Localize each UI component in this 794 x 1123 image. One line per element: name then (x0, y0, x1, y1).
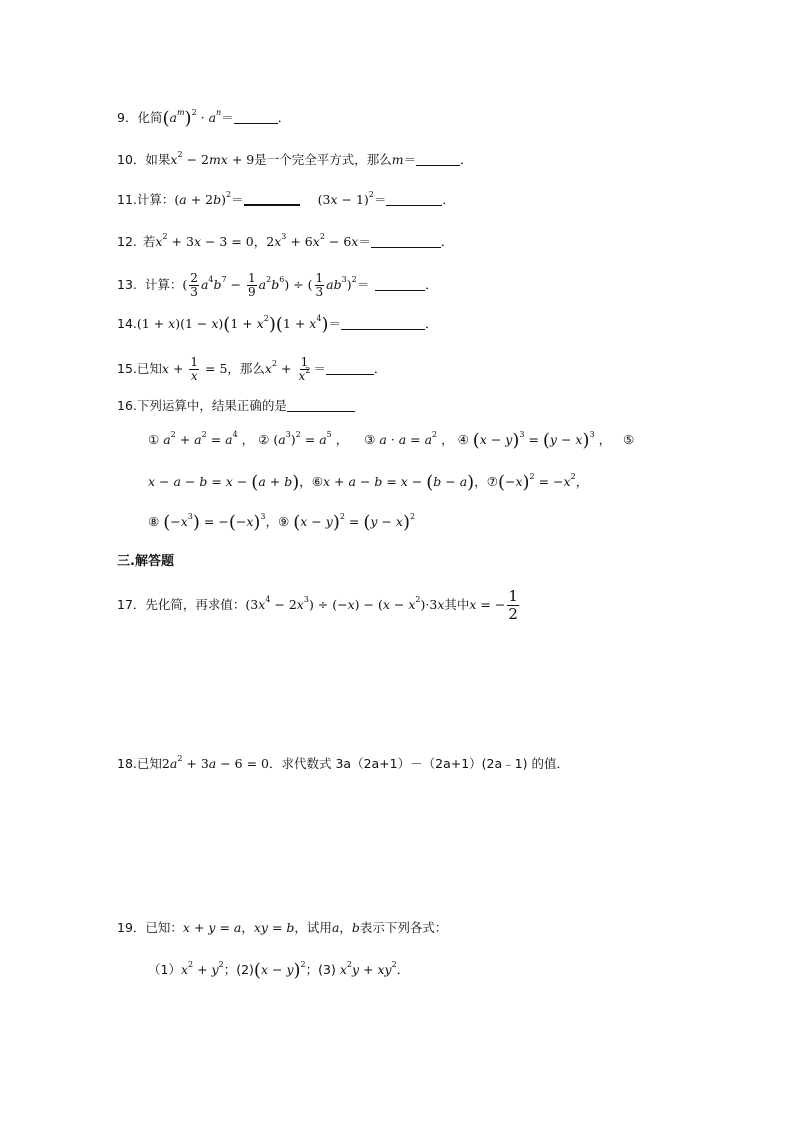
answer-blank[interactable] (386, 193, 442, 206)
answer-blank[interactable] (371, 235, 441, 248)
answer-blank[interactable] (326, 362, 374, 375)
question-12: 12. 若$x^2 + 3x - 3 = 0$，$2x^3 + 6x^2 - 6x=$ ． (117, 232, 454, 249)
question-9: 9．化简$(a^m)^2 \cdot a^n=$ ． (117, 108, 291, 129)
question-14: $14.(1 + x)(1 - x)(1 + x^2)(1 + x^4)=$ ． (117, 314, 438, 335)
answer-blank[interactable] (287, 399, 355, 412)
question-15: 15.已知x + $\frac{1}{x}$ = 5，那么$x^2$ + $\frac{1}{x^2}$ ＝ ． (117, 355, 387, 383)
section-title: 三.解答题 (117, 554, 174, 569)
question-19: 19．已知：x + y = a，xy = b，试用a，b表示下列各式： (117, 920, 448, 935)
question-17: 17．先化简，再求值：$(3x^4 - 2x^3) \div (-x) - (x - x^2)\cdot 3x$其中x = − $\frac{1}{2}$ (117, 587, 518, 623)
answer-blank[interactable] (341, 317, 425, 330)
question-16: 16.下列运算中，结果正确的是 (117, 396, 355, 416)
q16-options-row-1: ① $a^2 + a^2 = a^4$ ， ② $(a^3)^2 = a^5$ ， ③ $a \cdot a = a^2$ ， ④ $(x - y)^3 = (y - x)^3$ ， ⑤ (148, 430, 635, 451)
answer-blank[interactable] (234, 111, 278, 124)
answer-blank[interactable] (244, 192, 300, 206)
answer-blank[interactable] (375, 278, 425, 291)
question-13: 13. 计算：( $\frac{2}{3}$ $a^4b^7$ − $\frac{1}{9}$ $a^2b^6$) ÷ ( $\frac{1}{3}$ $ab^3)^2=$ ． (117, 271, 438, 299)
question-19-parts: $(1)x^2 + y^2$；$(2)(x - y)^2$；(3) $x^2y + xy^2$． (148, 960, 410, 981)
question-18: 18.已知$2a^2 + 3a - 6 = 0$．求代数式 3a（2a+1）－（2a+1）(2a﹣1) 的值． (117, 754, 569, 771)
q16-options-row-3: ⑧ $(-x^3) = -(-x)^3$，⑨ $(x - y)^2 = (y - x)^2$ (148, 512, 416, 533)
q16-options-row-2: x − a − b = x − (a + b)，⑥x + a − b = x − (b − a)，$⑦(-x)^2 = -x^2$， (148, 472, 589, 493)
answer-blank[interactable] (416, 153, 460, 166)
question-11: 11.计算：$(a + 2b)^2= (3x - 1)^2=$ ． (117, 190, 455, 207)
question-10: 10．如果$x^2 - 2mx + 9$是一个完全平方式，那么m＝ ． (117, 150, 473, 167)
